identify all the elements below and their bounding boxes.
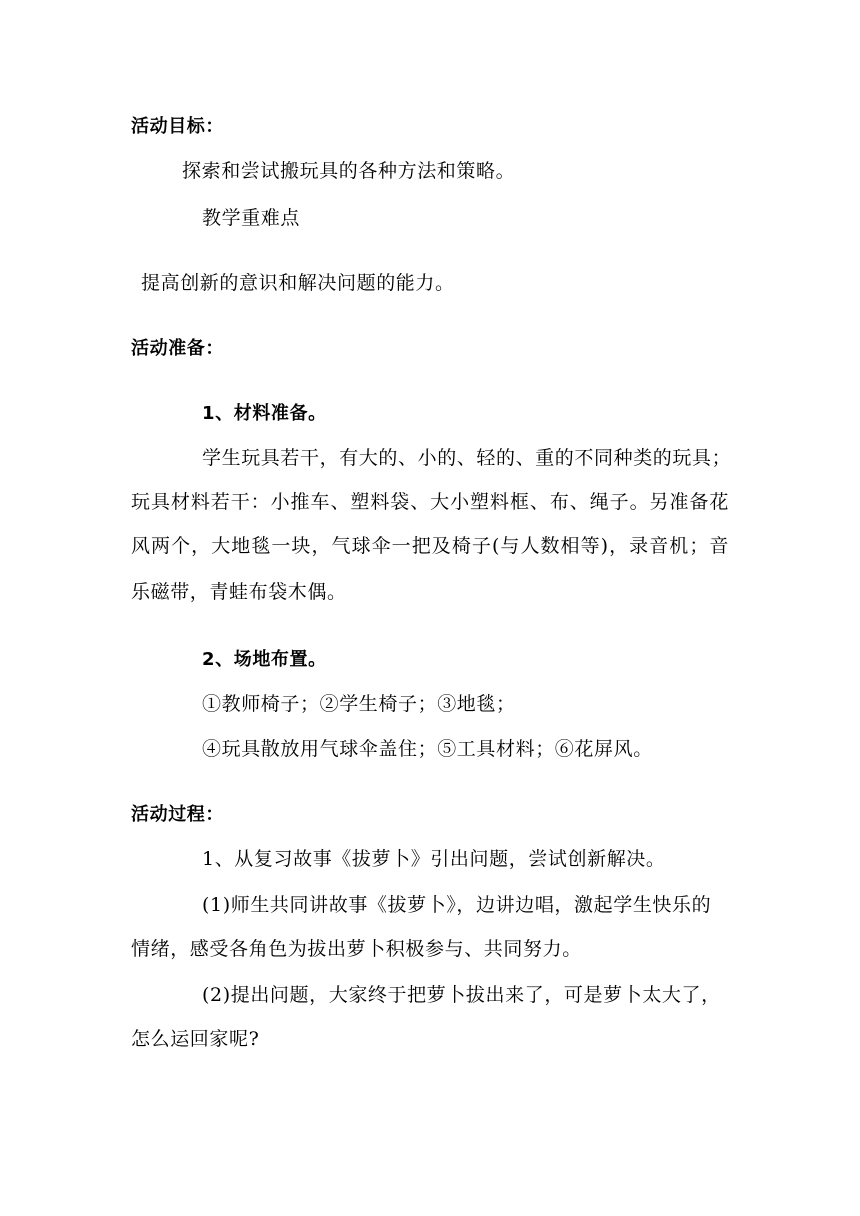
materials-heading: 1、材料准备。 xyxy=(202,403,327,424)
materials-line-2: 玩具材料若干：小推车、塑料袋、大小塑料框、布、绳子。另准备花 xyxy=(131,491,729,513)
process-heading: 活动过程： xyxy=(131,804,224,825)
materials-line-3: 风两个，大地毯一块，气球伞一把及椅子(与人数相等)，录音机；音 xyxy=(131,535,729,557)
prep-heading: 活动准备： xyxy=(131,338,224,359)
key-difficulty-heading: 教学重难点 xyxy=(202,207,301,229)
goal-text: 探索和尝试搬玩具的各种方法和策略。 xyxy=(182,160,516,182)
venue-line-1: ①教师椅子；②学生椅子；③地毯； xyxy=(202,693,516,715)
venue-heading: 2、场地布置。 xyxy=(202,649,327,670)
goal-heading: 活动目标： xyxy=(131,116,224,137)
process-step-1: 1、从复习故事《拔萝卜》引出问题，尝试创新解决。 xyxy=(202,848,666,870)
materials-line-4: 乐磁带，青蛙布袋木偶。 xyxy=(131,581,347,603)
key-difficulty-text: 提高创新的意识和解决问题的能力。 xyxy=(141,272,455,294)
process-sub1-line-1: (1)师生共同讲故事《拔萝卜》，边讲边唱，激起学生快乐的 xyxy=(202,894,712,916)
process-sub1-line-2: 情绪，感受各角色为拔出萝卜积极参与、共同努力。 xyxy=(131,938,582,960)
process-sub2-line-2: 怎么运回家呢? xyxy=(131,1028,260,1050)
venue-line-2: ④玩具散放用气球伞盖住；⑤工具材料；⑥花屏风。 xyxy=(202,738,653,760)
process-sub2-line-1: (2)提出问题，大家终于把萝卜拔出来了，可是萝卜太大了， xyxy=(202,984,721,1006)
materials-line-1: 学生玩具若干，有大的、小的、轻的、重的不同种类的玩具； xyxy=(202,447,732,469)
